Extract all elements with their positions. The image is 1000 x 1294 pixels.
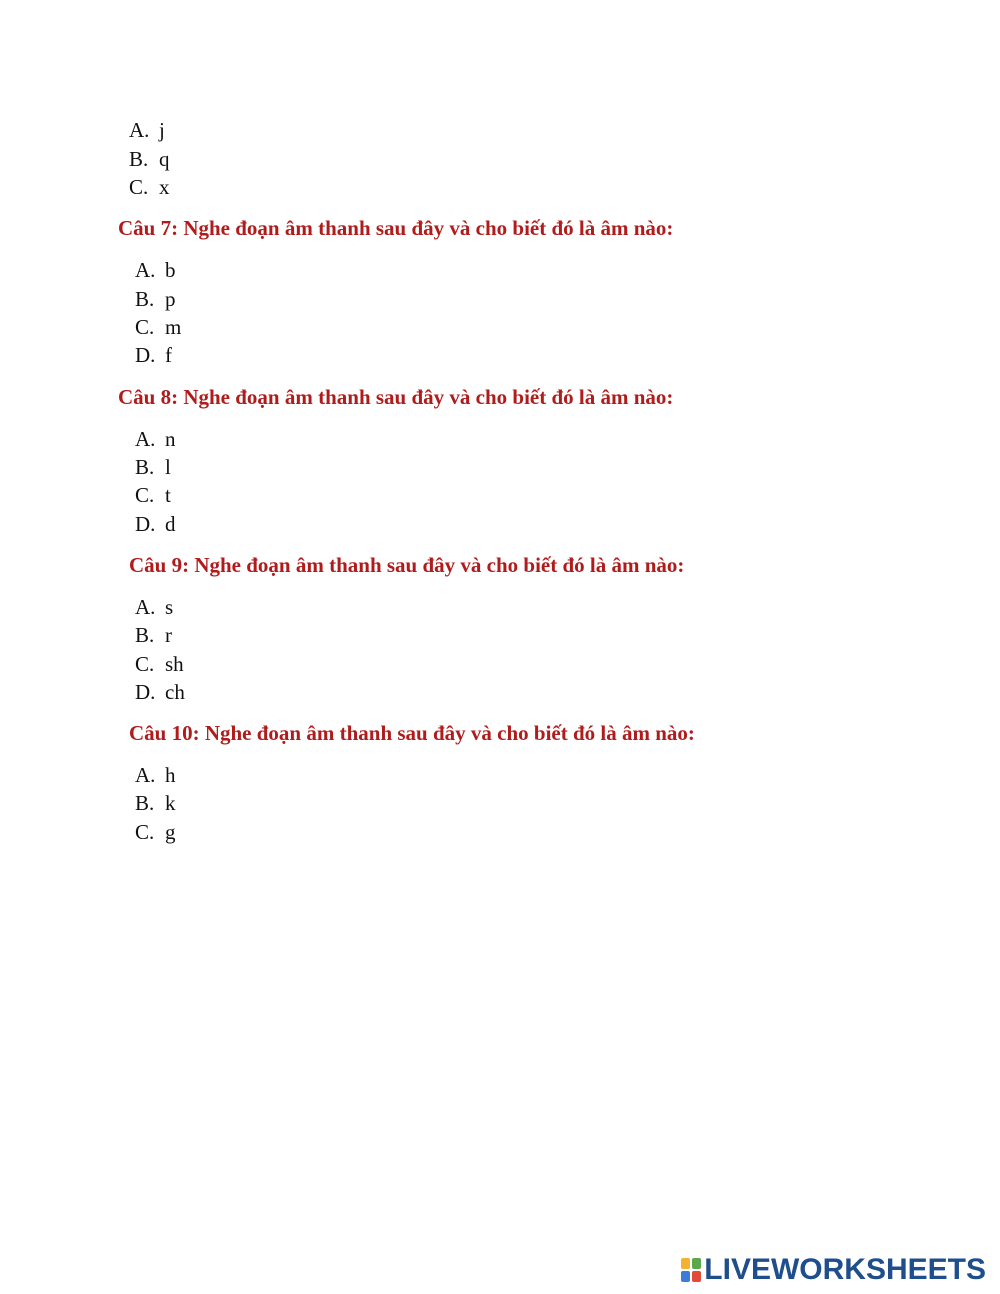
option-letter: A. (129, 118, 150, 142)
q7-option-b[interactable] (135, 287, 176, 311)
option-value: p (165, 287, 176, 311)
q9-option-b[interactable] (135, 623, 172, 647)
option-letter: B. (135, 455, 155, 479)
option-value: d (165, 512, 176, 536)
q8-option-b[interactable] (135, 455, 171, 479)
q10-option-a[interactable] (135, 763, 176, 787)
option-letter: B. (129, 147, 149, 171)
option-letter: B. (135, 623, 155, 647)
option-value: m (165, 315, 182, 339)
q7-option-a[interactable] (135, 258, 176, 282)
option-c-top[interactable] (129, 175, 170, 199)
q8-option-d[interactable] (135, 512, 176, 536)
q8-option-a[interactable] (135, 427, 176, 451)
logo-square-icon (681, 1271, 690, 1282)
q8-option-c[interactable] (135, 483, 171, 507)
option-value: f (165, 343, 172, 367)
option-value: t (165, 483, 171, 507)
q9-option-a[interactable] (135, 595, 173, 619)
q9-option-c[interactable] (135, 652, 184, 676)
option-value: x (159, 175, 170, 199)
option-value: n (165, 427, 176, 451)
logo-square-icon (692, 1271, 701, 1282)
option-value: s (165, 595, 174, 619)
option-value: q (159, 147, 170, 171)
option-value: k (165, 791, 176, 815)
option-letter: C. (135, 483, 155, 507)
option-value: g (165, 820, 176, 844)
option-value: b (165, 258, 176, 282)
option-letter: B. (135, 287, 155, 311)
option-letter: A. (135, 258, 156, 282)
logo-mark-icon (681, 1258, 701, 1282)
option-letter: D. (135, 680, 156, 704)
option-letter: C. (129, 175, 149, 199)
question-9-title: Câu 9: Nghe đoạn âm thanh sau đây và cho biết đó là âm nào: (129, 553, 685, 577)
option-letter: A. (135, 763, 156, 787)
option-value: l (165, 455, 171, 479)
question-8-title: Câu 8: Nghe đoạn âm thanh sau đây và cho biết đó là âm nào: (118, 385, 674, 409)
option-letter: A. (135, 595, 156, 619)
logo-square-icon (692, 1258, 701, 1269)
option-letter: A. (135, 427, 156, 451)
option-letter: C. (135, 652, 155, 676)
option-value: r (165, 623, 172, 647)
option-value: h (165, 763, 176, 787)
option-value: sh (165, 652, 184, 676)
option-letter: B. (135, 791, 155, 815)
option-value: ch (165, 680, 185, 704)
q10-option-c[interactable] (135, 820, 176, 844)
option-letter: C. (135, 820, 155, 844)
logo-square-icon (681, 1258, 690, 1269)
question-10-title: Câu 10: Nghe đoạn âm thanh sau đây và cho biết đó là âm nào: (129, 721, 695, 745)
q10-option-b[interactable] (135, 791, 176, 815)
option-letter: C. (135, 315, 155, 339)
option-letter: D. (135, 512, 156, 536)
option-value: j (159, 118, 165, 142)
option-a-top[interactable] (129, 118, 165, 142)
question-7-title: Câu 7: Nghe đoạn âm thanh sau đây và cho biết đó là âm nào: (118, 216, 674, 240)
option-letter: D. (135, 343, 156, 367)
liveworksheets-logo (681, 1253, 986, 1287)
q7-option-d[interactable] (135, 343, 172, 367)
option-b-top[interactable] (129, 147, 170, 171)
logo-text: LIVEWORKSHEETS (704, 1253, 986, 1286)
q7-option-c[interactable] (135, 315, 181, 339)
q9-option-d[interactable] (135, 680, 185, 704)
